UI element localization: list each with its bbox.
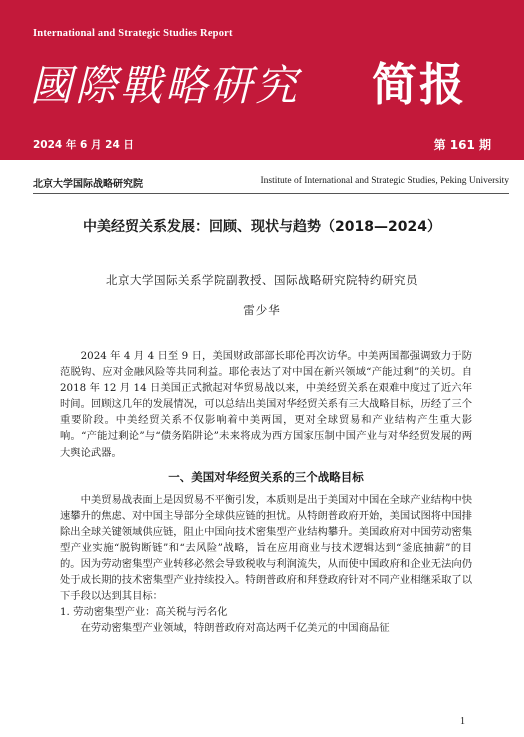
author-name: 雷少华 (243, 303, 281, 317)
section-heading: 一、美国对华经贸关系的三个战略目标 (168, 469, 364, 484)
report-header-banner (0, 0, 524, 160)
article-title: 中美经贸关系发展：回顾、现状与趋势（2018—2024） (83, 219, 441, 235)
author-affiliation: 北京大学国际关系学院副教授、国际战略研究院特约研究员 (106, 273, 418, 287)
intro-paragraph: 2024 年 4 月 4 日至 9 日，美国财政部部长耶伦再次访华。中美两国都强调致力于防范脱钩、应对金融风险等共同利益。耶伦表达了对中国在新兴领域“产能过剩”的关切。自 2018 年 12 月 14 日美国正式掀起对华贸易战以来，中美经贸关系在艰难中度过了近六年时间。回顾这几年的发展情况，可以总结出美国对华经贸关系有三大战略目标，历经了三个重要阶段。中美经贸关系不仅影响着中美两国，更对全球贸易和产业结构产生重大影响。“产能过剩论”与“债务陷阱论”未来将成为西方国家压制中国产业与对华经贸发展的两大舆论武器。 (60, 350, 472, 459)
report-title-suffix: 简报 (372, 58, 467, 111)
issue-number: 第 161 期 (433, 138, 491, 152)
section-paragraph: 中美贸易战表面上是因贸易不平衡引发，本质则是出于美国对中国在全球产业结构中快速攀升的焦虑、对中国主导部分全球供应链的担忧。从特朗普政府开始，美国试图将中国排除出全球关键领域供应链，阻止中国向技术密集型产业结构攀升。美国政府对中国劳动密集型产业实施“脱钩断链”和“去风险”战略，旨在应用商业与技术逻辑达到“釜底抽薪”的目的。因为劳动密集型产业转移必然会导致税收与利润流失，从而使中国政府和企业无法向仍处于成长期的技术密集型产业持续投入。特朗普政府和拜登政府针对不同产业相继采取了以下手段以达到其目标： (60, 493, 472, 603)
publication-date: 2024 年 6 月 24 日 (33, 139, 134, 151)
institute-name-cn: 北京大学国际战略研究院 (33, 179, 143, 190)
institute-name-en: Institute of International and Strategic Studies, Peking University (260, 176, 509, 186)
header-divider (33, 193, 509, 194)
institute-line (33, 175, 509, 189)
subsection-paragraph: 在劳动密集型产业领域，特朗普政府对高达两千亿美元的中国商品征 (80, 622, 390, 635)
series-name: International and Strategic Studies Report (33, 28, 233, 39)
subsection-heading: 1. 劳动密集型产业：高关税与污名化 (60, 606, 228, 619)
report-title-main: 國際戰略研究 (30, 61, 301, 110)
article-body (60, 348, 472, 637)
page-number: 1 (460, 716, 465, 727)
